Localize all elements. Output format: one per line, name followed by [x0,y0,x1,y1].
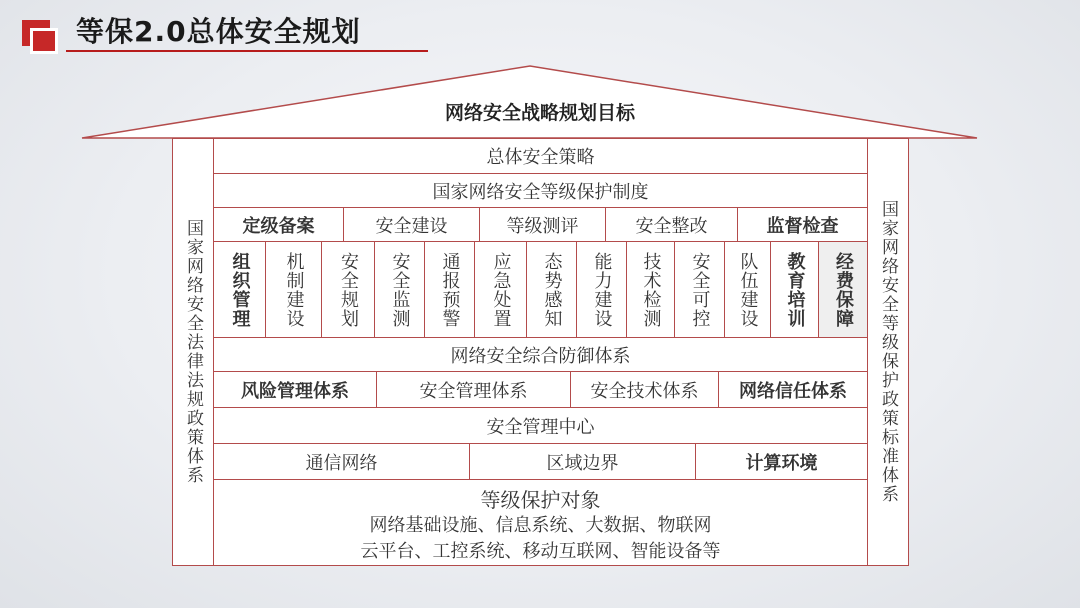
system-cell: 网络信任体系 [739,380,847,402]
left-pillar [172,138,214,566]
action-cell: 等级测评 [480,208,606,241]
strategy-cell: 总体安全策略 [486,146,595,168]
action-cell: 安全整改 [606,208,738,241]
page-title: 等保2.0总体安全规划 [76,15,361,48]
protection-objects-title: 等级保护对象 [480,488,601,512]
layer-cell: 计算环境 [745,452,818,474]
measure-cell: 技术检测 [627,242,675,337]
defense-row [214,338,867,372]
center-row [214,408,867,444]
measures-row [214,242,867,338]
right-pillar-label: 国家网络安全等级保护政策标准体系 [878,200,898,504]
right-pillar [867,138,909,566]
system-cell: 风险管理体系 [214,372,377,407]
roof-title: 网络安全战略规划目标 [444,102,635,124]
measure-cell: 组织管理 [214,242,266,337]
measure-cell: 安全监测 [375,242,425,337]
framework-body [214,138,867,566]
actions-row [214,208,867,242]
measure-cell: 经费保障 [819,242,867,337]
strategy-row [214,138,867,174]
action-cell: 定级备案 [214,208,344,241]
action-cell: 安全建设 [344,208,480,241]
protection-objects-line1: 网络基础设施、信息系统、大数据、物联网 [369,515,712,536]
measure-cell: 安全规划 [322,242,375,337]
measure-cell: 安全可控 [675,242,725,337]
left-pillar-label: 国家网络安全法律法规政策体系 [183,219,203,485]
measure-cell: 队伍建设 [725,242,771,337]
layers-row [214,444,867,480]
institution-cell: 国家网络安全等级保护制度 [432,181,649,203]
systems-row [214,372,867,408]
action-cell: 监督检查 [766,215,839,237]
measure-cell: 态势感知 [527,242,577,337]
center-cell: 安全管理中心 [486,416,595,438]
measure-cell: 通报预警 [425,242,475,337]
protection-objects [214,480,867,566]
system-cell: 安全技术体系 [571,372,719,407]
layer-cell: 区域边界 [470,444,696,479]
measure-cell: 教育培训 [771,242,819,337]
measure-cell: 能力建设 [577,242,627,337]
protection-objects-line2: 云平台、工控系统、移动互联网、智能设备等 [360,541,721,562]
system-cell: 安全管理体系 [377,372,571,407]
measure-cell: 机制建设 [266,242,322,337]
layer-cell: 通信网络 [214,444,470,479]
institution-row [214,174,867,208]
defense-cell: 网络安全综合防御体系 [450,345,631,367]
measure-cell: 应急处置 [475,242,527,337]
